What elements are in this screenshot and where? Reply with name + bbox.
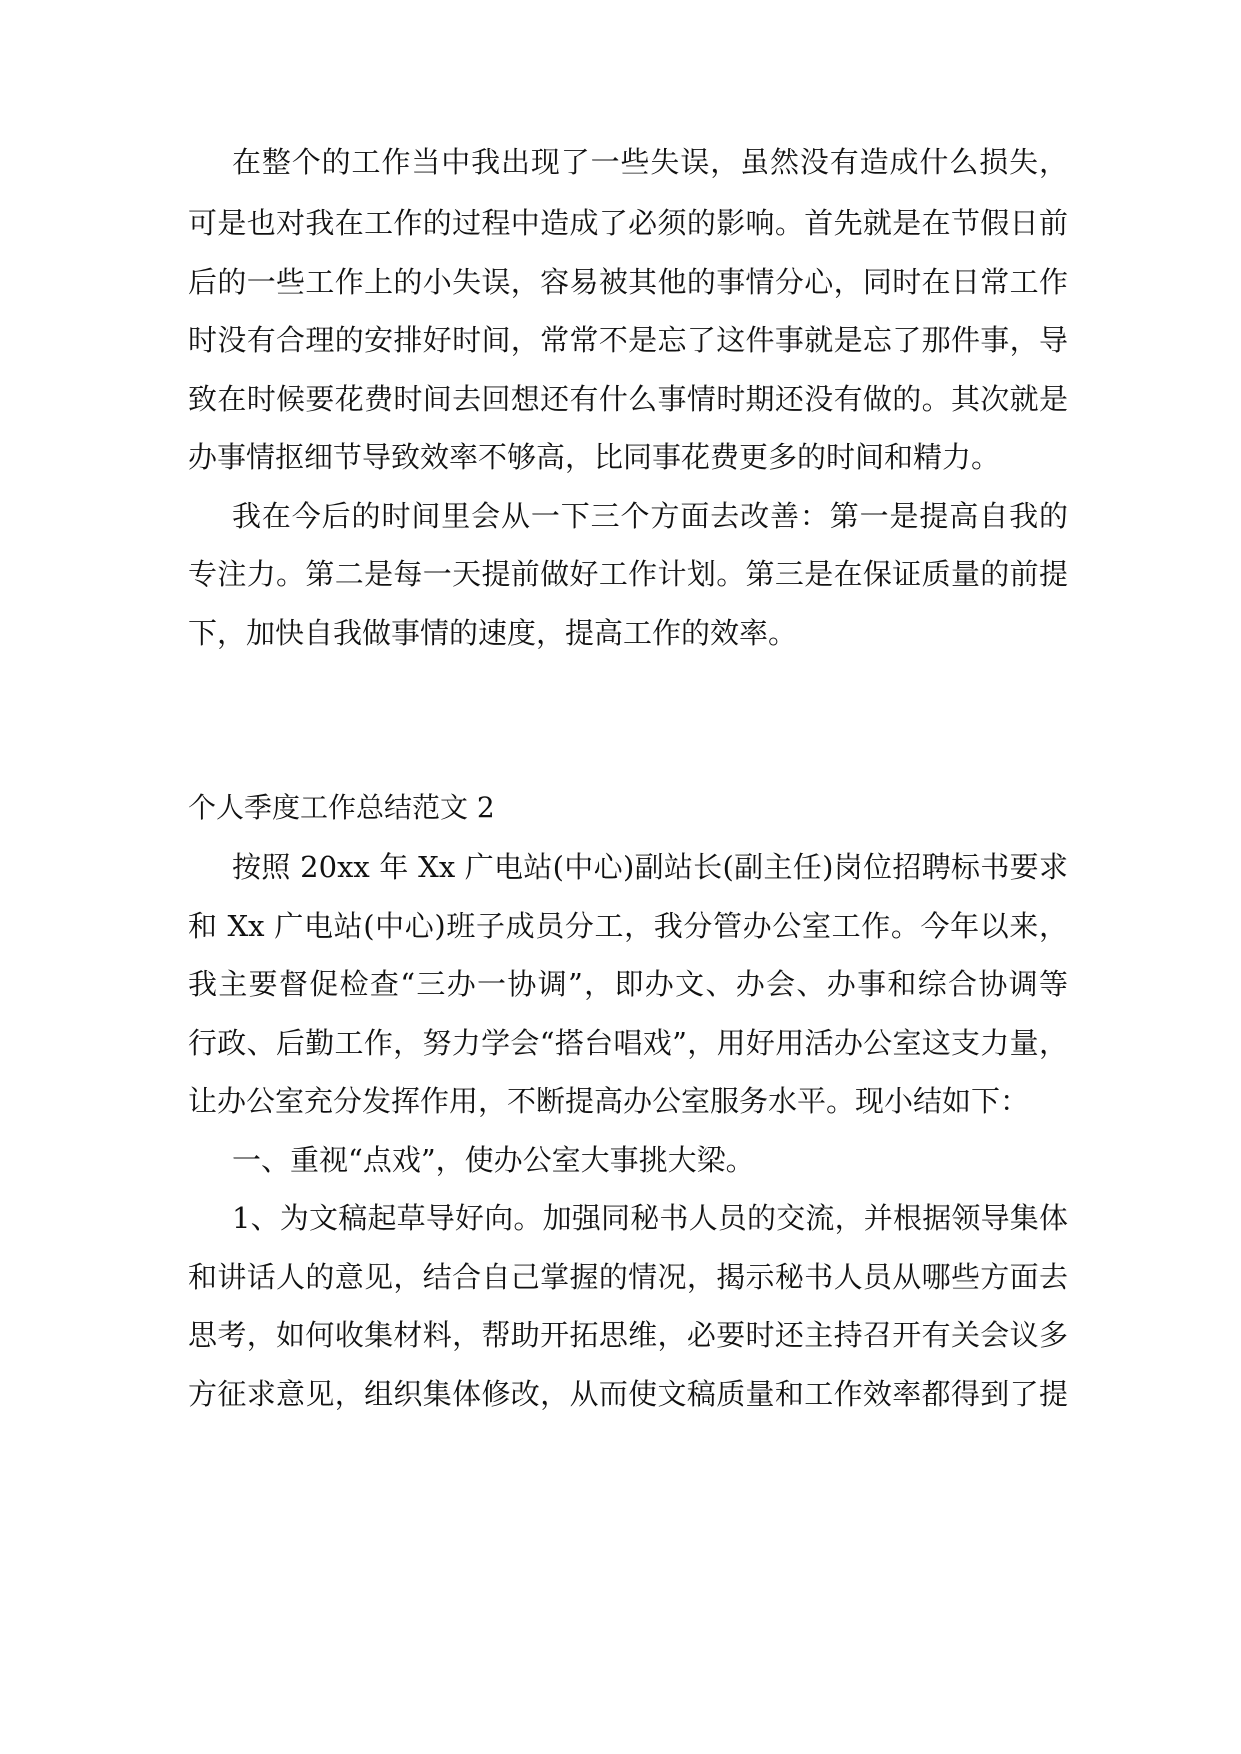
paragraph-5-line-4: 方征求意见，组织集体修改，从而使文稿质量和工作效率都得到了提 [188, 1377, 1068, 1411]
paragraph-1-line-3: 后的一些工作上的小失误，容易被其他的事情分心，同时在日常工作 [188, 265, 1068, 299]
paragraph-3-line-5: 让办公室充分发挥作用，不断提高办公室服务水平。现小结如下： [188, 1084, 1030, 1118]
paragraph-5-line-2: 和讲话人的意见，结合自己掌握的情况，揭示秘书人员从哪些方面去 [188, 1260, 1068, 1294]
paragraph-1-line-5: 致在时候要花费时间去回想还有什么事情时期还没有做的。其次就是 [188, 382, 1068, 416]
paragraph-4-line-1: 一、重视“点戏”，使办公室大事挑大梁。 [232, 1143, 755, 1177]
paragraph-1-line-4: 时没有合理的安排好时间，常常不是忘了这件事就是忘了那件事，导 [188, 323, 1068, 357]
section-heading: 个人季度工作总结范文 2 [188, 791, 495, 824]
paragraph-5-line-3: 思考，如何收集材料，帮助开拓思维，必要时还主持召开有关会议多 [188, 1318, 1068, 1352]
paragraph-1-line-2: 可是也对我在工作的过程中造成了必须的影响。首先就是在节假日前 [188, 206, 1068, 240]
paragraph-2-line-3: 下，加快自我做事情的速度，提高工作的效率。 [188, 616, 798, 650]
paragraph-3-line-1: 按照 20xx 年 Xx 广电站(中心)副站长(副主任)岗位招聘标书要求 [232, 850, 1068, 884]
paragraph-3-line-2: 和 Xx 广电站(中心)班子成员分工，我分管办公室工作。今年以来， [188, 909, 1068, 943]
paragraph-5-line-1: 1、为文稿起草导好向。加强同秘书人员的交流，并根据领导集体 [232, 1201, 1068, 1235]
paragraph-2-line-2: 专注力。第二是每一天提前做好工作计划。第三是在保证质量的前提 [188, 557, 1068, 591]
paragraph-3-line-4: 行政、后勤工作，努力学会“搭台唱戏”，用好用活办公室这支力量， [188, 1026, 1068, 1060]
paragraph-1-line-1: 在整个的工作当中我出现了一些失误，虽然没有造成什么损失， [232, 145, 1068, 179]
paragraph-2-line-1: 我在今后的时间里会从一下三个方面去改善：第一是提高自我的 [232, 499, 1068, 533]
paragraph-1-line-6: 办事情抠细节导致效率不够高，比同事花费更多的时间和精力。 [188, 440, 1001, 474]
paragraph-3-line-3: 我主要督促检查“三办一协调”，即办文、办会、办事和综合协调等 [188, 967, 1068, 1001]
